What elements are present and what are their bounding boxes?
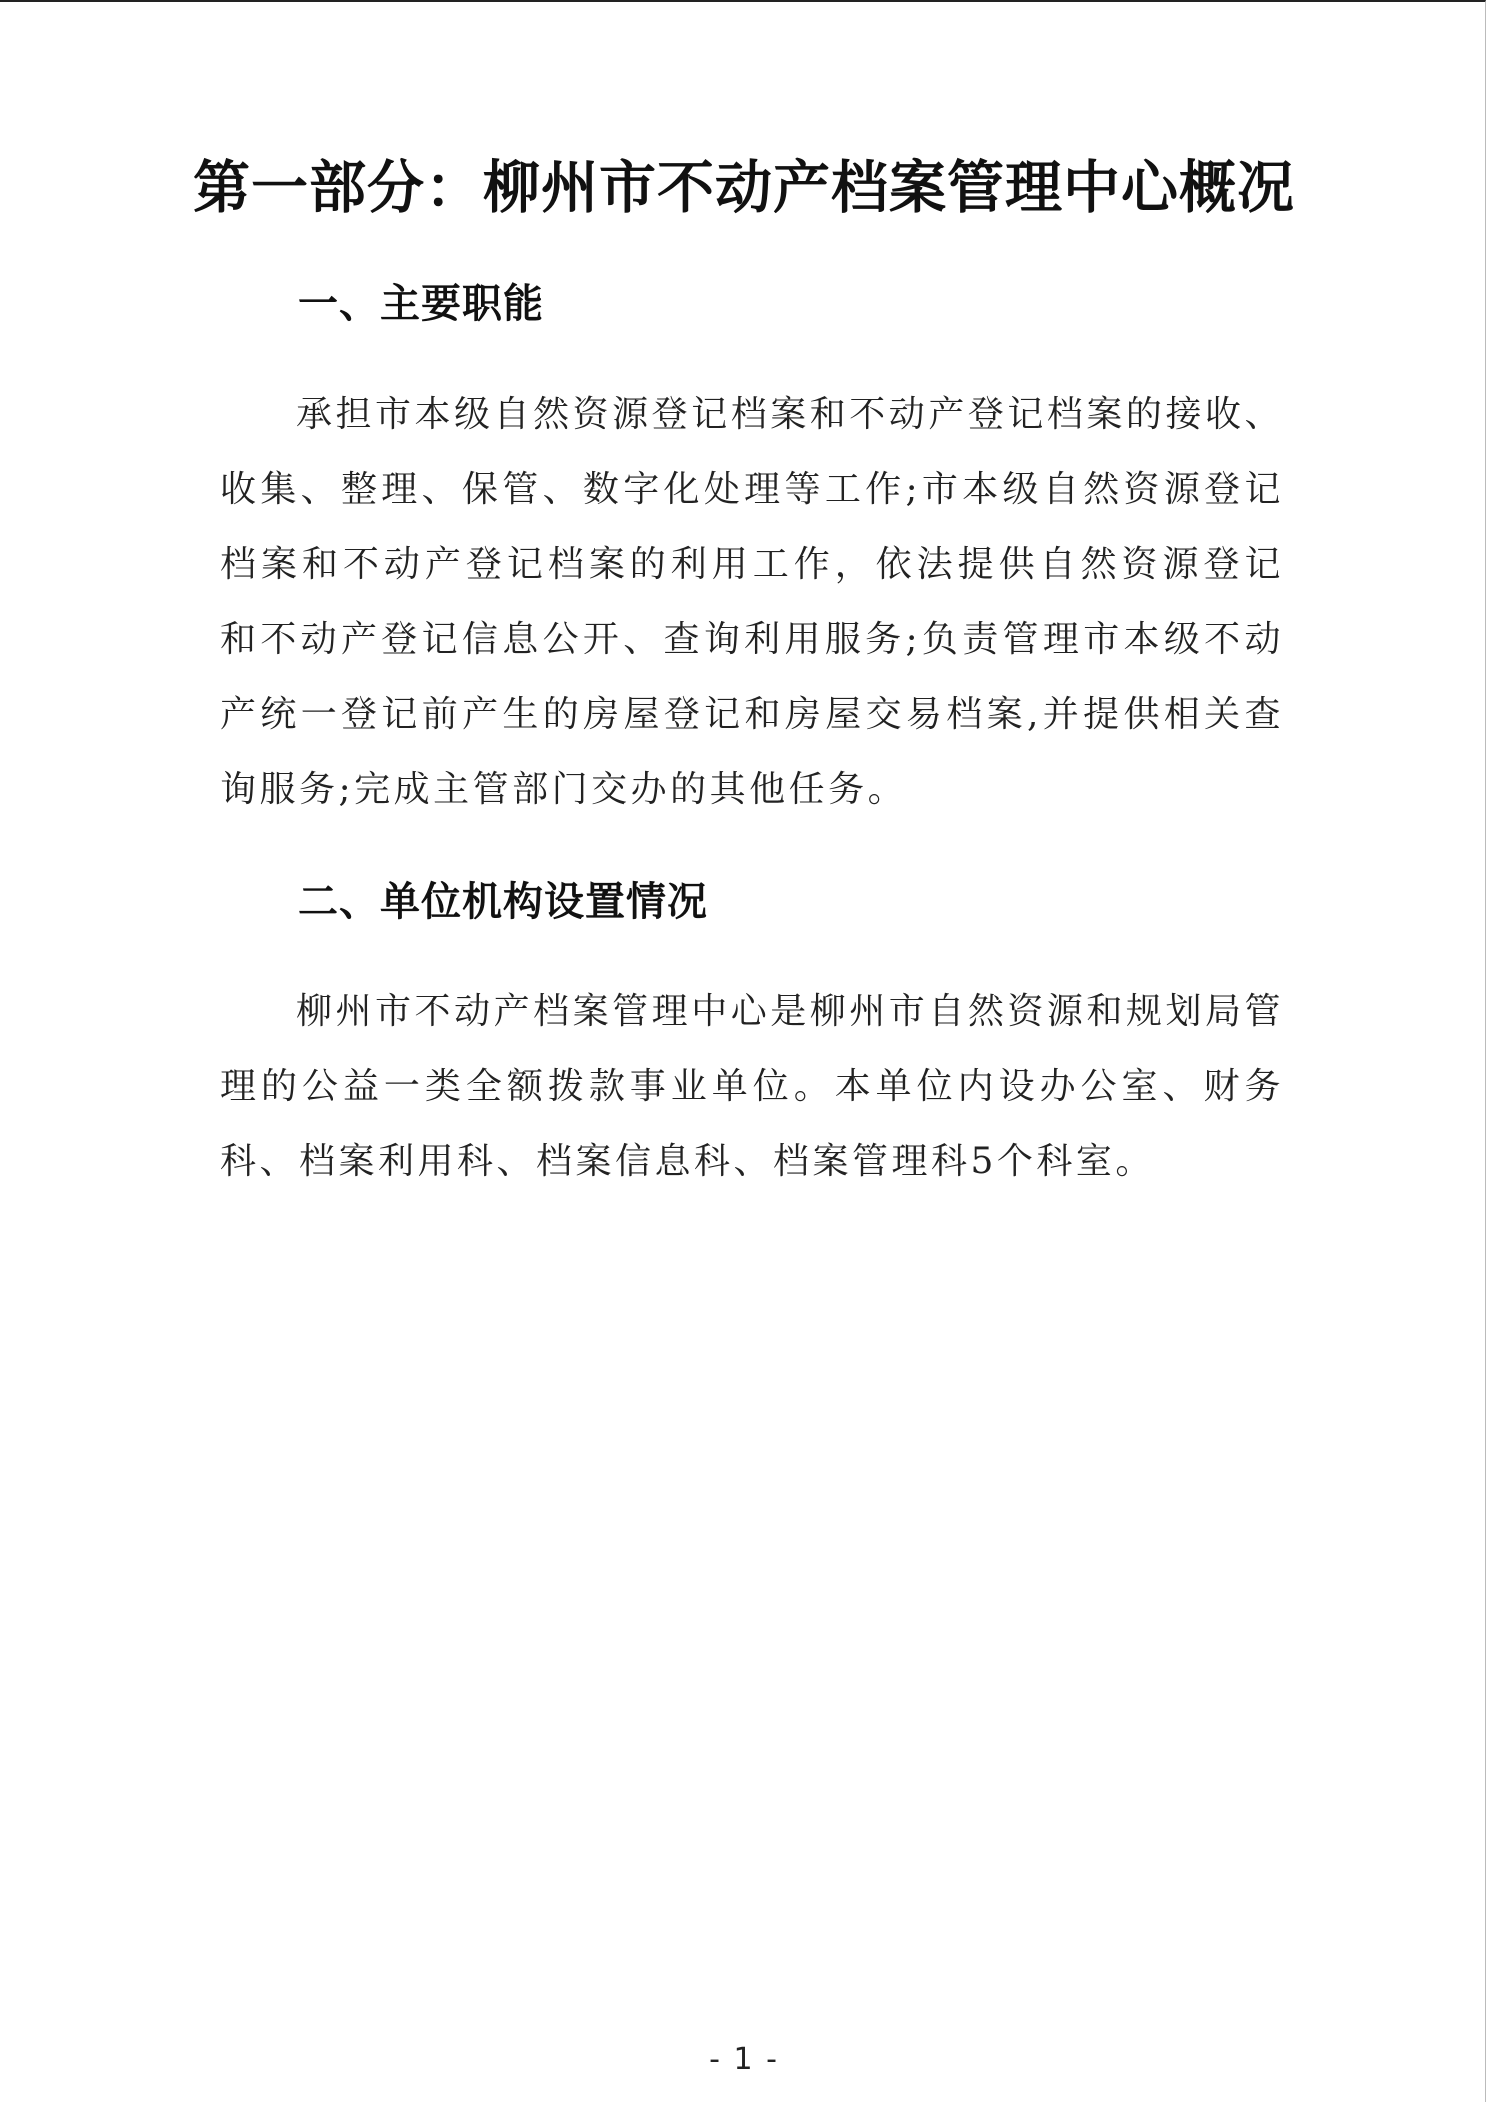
section-paragraph-main-functions: 承担市本级自然资源登记档案和不动产登记档案的接收、收集、整理、保管、数字化处理等工作;市本级自然资源登记档案和不动产登记档案的利用工作，依法提供自然资源登记和不动产登记信息公开、查询利用服务;负责管理市本级不动产统一登记前产生的房屋登记和房屋交易档案,并提供相关查询服务;完成主管部门交办的其他任务。: [220, 394, 1284, 810]
page-number: - 1 -: [709, 2042, 779, 2077]
page-title: 第一部分：柳州市不动产档案管理中心概况: [193, 155, 1295, 221]
section-paragraph-organization: 柳州市不动产档案管理中心是柳州市自然资源和规划局管理的公益一类全额拨款事业单位。本单位内设办公室、财务科、档案利用科、档案信息科、档案管理科5个科室。: [220, 991, 1284, 1182]
section-heading-main-functions: 一、主要职能: [298, 281, 544, 327]
section-heading-organization: 二、单位机构设置情况: [298, 879, 708, 925]
